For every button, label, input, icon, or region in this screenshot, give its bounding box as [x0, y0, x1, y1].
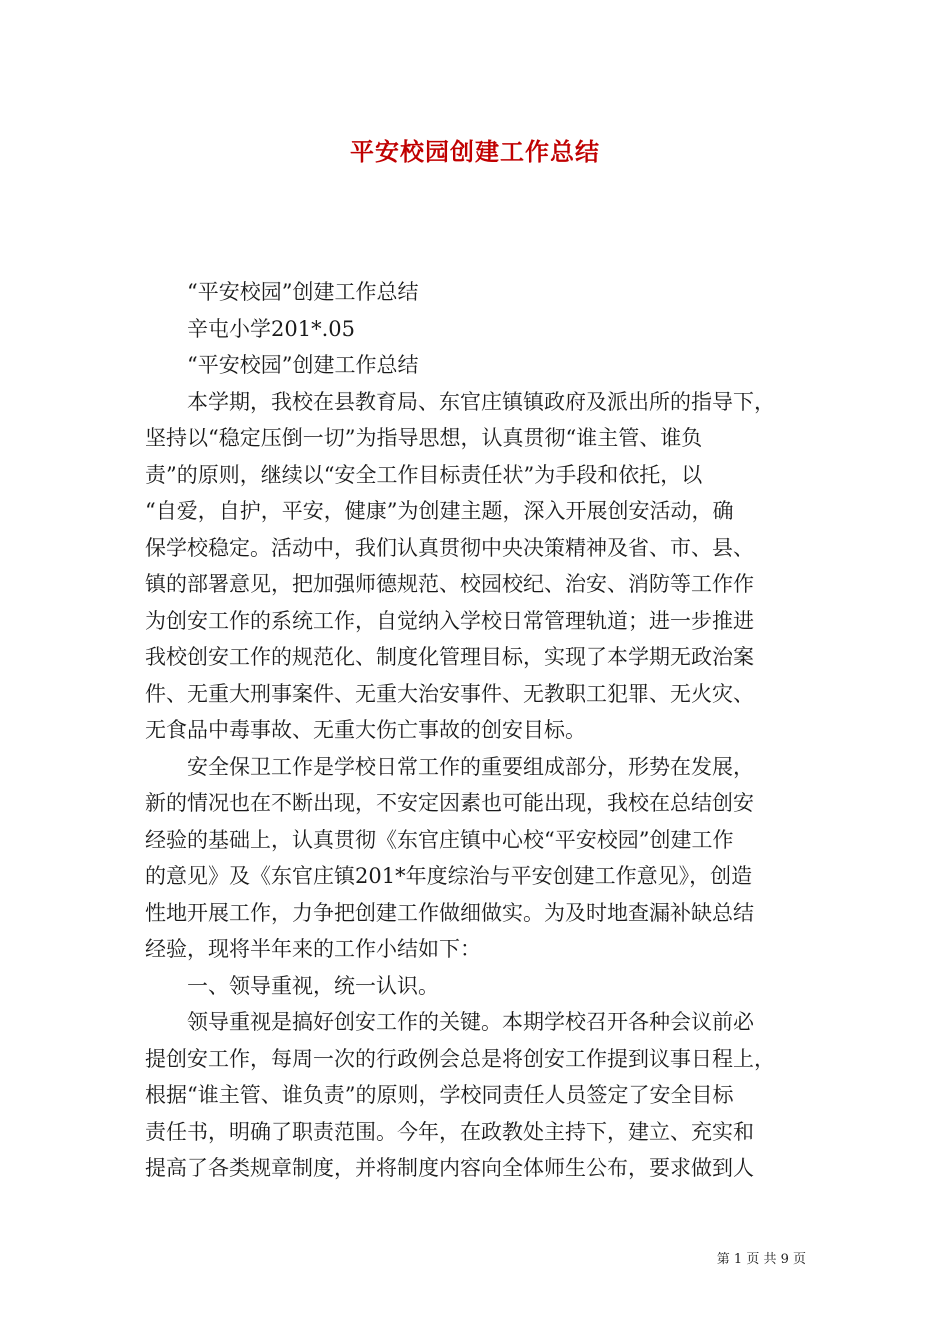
body-line: “平安校园”创建工作总结 — [187, 280, 419, 304]
body-line: 我校创安工作的规范化、制度化管理目标，实现了本学期无政治案 — [145, 645, 754, 669]
page-number: 第 1 页 共 9 页 — [716, 1252, 806, 1267]
body-line: “自爱，自护，平安，健康”为创建主题，深入开展创安活动，确 — [145, 499, 734, 523]
document-title: 平安校园创建工作总结 — [350, 137, 600, 166]
body-line: 责任书，明确了职责范围。今年，在政教处主持下，建立、充实和 — [145, 1119, 754, 1144]
body-line: “平安校园”创建工作总结 — [187, 353, 419, 377]
body-line: 坚持以“稳定压倒一切”为指导思想，认真贯彻“谁主管、谁负 — [145, 426, 703, 450]
body-line: 责”的原则，继续以“安全工作目标责任状”为手段和依托，以 — [145, 462, 703, 487]
body-line: 的意见》及《东官庄镇201*年度综治与平安创建工作意见》，创造 — [145, 864, 753, 888]
body-line: 为创安工作的系统工作，自觉纳入学校日常管理轨道；进一步推进 — [145, 608, 754, 633]
document-body — [145, 274, 809, 1187]
body-line: 安全保卫工作是学校日常工作的重要组成部分，形势在发展， — [187, 754, 754, 779]
body-line: 件、无重大刑事案件、无重大治安事件、无教职工犯罪、无火灾、 — [145, 681, 754, 706]
body-line: 提创安工作，每周一次的行政例会总是将创安工作提到议事日程上， — [145, 1046, 775, 1071]
section-heading: 一、领导重视，统一认识。 — [187, 973, 439, 998]
body-line: 经验的基础上，认真贯彻《东官庄镇中心校“平安校园”创建工作 — [145, 827, 734, 852]
body-line: 领导重视是搞好创安工作的关键。本期学校召开各种会议前必 — [187, 1010, 754, 1034]
body-line: 根据“谁主管、谁负责”的原则，学校同责任人员签定了安全目标 — [145, 1083, 734, 1107]
body-line: 提高了各类规章制度，并将制度内容向全体师生公布，要求做到人 — [145, 1156, 754, 1180]
body-line: 镇的部署意见，把加强师德规范、校园校纪、治安、消防等工作作 — [145, 572, 754, 596]
body-line: 保学校稳定。活动中，我们认真贯彻中央决策精神及省、市、县、 — [145, 535, 754, 560]
body-line: 新的情况也在不断出现，不安定因素也可能出现，我校在总结创安 — [145, 791, 754, 815]
body-line: 本学期，我校在县教育局、东官庄镇镇政府及派出所的指导下， — [187, 389, 775, 414]
body-line: 经验，现将半年来的工作小结如下： — [145, 937, 481, 961]
body-line: 无食品中毒事故、无重大伤亡事故的创安目标。 — [145, 718, 586, 742]
body-line: 性地开展工作，力争把创建工作做细做实。为及时地查漏补缺总结 — [145, 900, 754, 925]
body-line: 辛屯小学201*.05 — [187, 316, 355, 341]
